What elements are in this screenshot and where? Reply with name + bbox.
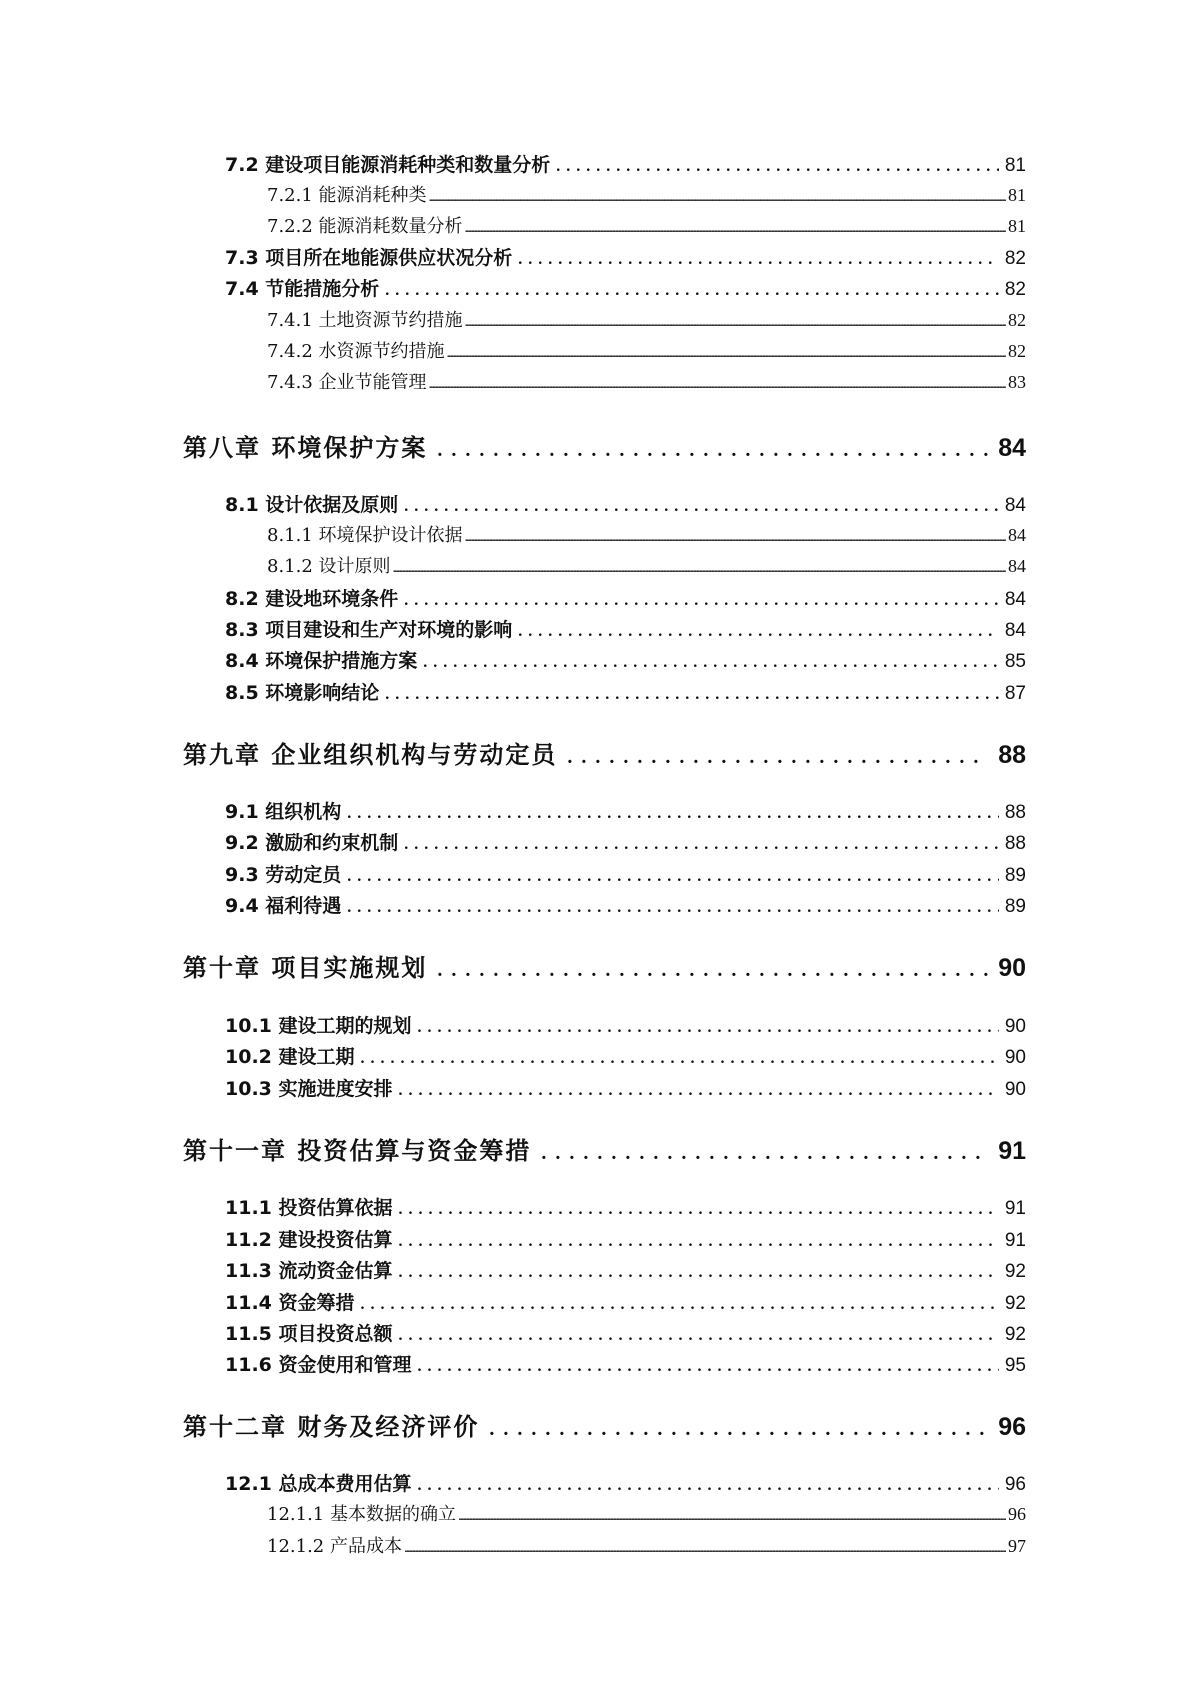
dot-leader bbox=[399, 1264, 999, 1282]
toc-entry[interactable] bbox=[225, 1288, 1026, 1316]
dot-leader bbox=[556, 158, 999, 176]
toc-entry-label: 11.2 建设投资估算 bbox=[225, 1229, 393, 1251]
toc-entry[interactable] bbox=[267, 181, 1026, 209]
toc-entry[interactable] bbox=[267, 212, 1026, 240]
toc-entry-page: 82 bbox=[1004, 248, 1026, 269]
dot-leader bbox=[465, 315, 1006, 331]
toc-entry-page: 84 bbox=[1004, 589, 1026, 610]
toc-entry-label: 8.5 环境影响结论 bbox=[225, 682, 380, 704]
toc-entry[interactable] bbox=[225, 584, 1026, 612]
dot-leader bbox=[404, 1541, 1006, 1557]
dot-leader bbox=[541, 1142, 988, 1165]
toc-entry-page: 83 bbox=[1008, 372, 1026, 392]
toc-chapter-entry[interactable] bbox=[183, 1131, 1026, 1167]
toc-entry[interactable] bbox=[225, 1042, 1026, 1070]
dot-leader bbox=[423, 654, 999, 672]
toc-entry[interactable] bbox=[267, 1500, 1026, 1528]
toc-chapter-label: 第十章 项目实施规划 bbox=[183, 953, 428, 982]
toc-entry-label: 9.1 组织机构 bbox=[225, 801, 342, 823]
toc-entry[interactable] bbox=[225, 615, 1026, 643]
toc-entry-page: 91 bbox=[1004, 1230, 1026, 1251]
toc-chapter-entry[interactable] bbox=[183, 1407, 1026, 1443]
toc-entry-page: 92 bbox=[1004, 1293, 1026, 1314]
toc-entry[interactable] bbox=[225, 1011, 1026, 1039]
toc-entry[interactable] bbox=[267, 521, 1026, 549]
dot-leader bbox=[567, 746, 988, 769]
dot-leader bbox=[437, 439, 988, 462]
toc-entry-page: 85 bbox=[1004, 651, 1026, 672]
toc-chapter-entry[interactable] bbox=[183, 428, 1026, 464]
dot-leader bbox=[418, 1477, 999, 1495]
toc-chapter-label: 第十二章 财务及经济评价 bbox=[183, 1412, 480, 1441]
toc-entry[interactable] bbox=[225, 678, 1026, 706]
toc-entry-label: 11.6 资金使用和管理 bbox=[225, 1354, 412, 1376]
toc-entry[interactable] bbox=[225, 1225, 1026, 1253]
toc-entry-page: 90 bbox=[1004, 1047, 1026, 1068]
dot-leader bbox=[385, 686, 999, 704]
toc-entry-page: 97 bbox=[1008, 1536, 1026, 1556]
toc-entry-label: 11.4 资金筹措 bbox=[225, 1292, 355, 1314]
toc-entry-label: 9.3 劳动定员 bbox=[225, 864, 342, 886]
dot-leader bbox=[437, 959, 988, 982]
toc-chapter-page: 91 bbox=[998, 1137, 1026, 1165]
toc-entry-label: 7.2.2 能源消耗数量分析 bbox=[267, 216, 463, 237]
toc-chapter-page: 88 bbox=[998, 741, 1026, 769]
dot-leader bbox=[385, 282, 999, 300]
toc-entry[interactable] bbox=[267, 337, 1026, 365]
dot-leader bbox=[458, 1509, 1006, 1525]
dot-leader bbox=[518, 251, 999, 269]
toc-entry[interactable] bbox=[225, 797, 1026, 825]
toc-entry[interactable] bbox=[225, 1193, 1026, 1221]
toc-entry[interactable] bbox=[225, 1074, 1026, 1102]
toc-entry-label: 8.1.2 设计原则 bbox=[267, 556, 391, 577]
toc-entry-page: 81 bbox=[1004, 155, 1026, 176]
toc-entry-label: 7.4.2 水资源节约措施 bbox=[267, 341, 445, 362]
toc-entry-label: 10.1 建设工期的规划 bbox=[225, 1015, 412, 1037]
dot-leader bbox=[347, 899, 999, 917]
toc-entry[interactable] bbox=[225, 274, 1026, 302]
toc-entry[interactable] bbox=[225, 891, 1026, 919]
toc-chapter-page: 96 bbox=[998, 1413, 1026, 1441]
toc-entry-label: 9.2 激励和约束机制 bbox=[225, 832, 399, 854]
toc-entry-label: 7.4 节能措施分析 bbox=[225, 278, 380, 300]
dot-leader bbox=[347, 868, 999, 886]
toc-entry-page: 91 bbox=[1004, 1198, 1026, 1219]
toc-entry-label: 8.3 项目建设和生产对环境的影响 bbox=[225, 619, 513, 641]
toc-entry-label: 7.2.1 能源消耗种类 bbox=[267, 185, 427, 206]
toc-entry-page: 95 bbox=[1004, 1355, 1026, 1376]
toc-entry[interactable] bbox=[225, 646, 1026, 674]
toc-entry-label: 7.2 建设项目能源消耗种类和数量分析 bbox=[225, 154, 551, 176]
dot-leader bbox=[489, 1418, 988, 1441]
toc-entry-label: 8.4 环境保护措施方案 bbox=[225, 650, 418, 672]
toc-entry-label: 8.2 建设地环境条件 bbox=[225, 588, 399, 610]
toc-entry[interactable] bbox=[267, 1532, 1026, 1560]
dot-leader bbox=[418, 1358, 999, 1376]
toc-entry[interactable] bbox=[225, 828, 1026, 856]
toc-entry-label: 12.1.1 基本数据的确立 bbox=[267, 1504, 456, 1525]
toc-entry-page: 89 bbox=[1004, 896, 1026, 917]
toc-chapter-page: 90 bbox=[998, 954, 1026, 982]
dot-leader bbox=[399, 1082, 999, 1100]
toc-entry-page: 89 bbox=[1004, 865, 1026, 886]
toc-entry-page: 96 bbox=[1004, 1474, 1026, 1495]
toc-entry-page: 92 bbox=[1004, 1324, 1026, 1345]
toc-entry-page: 90 bbox=[1004, 1016, 1026, 1037]
toc-entry-page: 84 bbox=[1008, 525, 1026, 545]
toc-entry-page: 84 bbox=[1004, 620, 1026, 641]
toc-entry-page: 84 bbox=[1004, 495, 1026, 516]
toc-entry[interactable] bbox=[267, 306, 1026, 334]
toc-entry[interactable] bbox=[225, 860, 1026, 888]
toc-entry-label: 11.3 流动资金估算 bbox=[225, 1260, 393, 1282]
toc-entry-label: 10.2 建设工期 bbox=[225, 1046, 355, 1068]
toc-entry-page: 87 bbox=[1004, 683, 1026, 704]
dot-leader bbox=[465, 221, 1006, 237]
toc-chapter-page: 84 bbox=[998, 434, 1026, 462]
toc-entry-label: 8.1.1 环境保护设计依据 bbox=[267, 525, 463, 546]
dot-leader bbox=[465, 530, 1006, 546]
toc-entry-page: 88 bbox=[1004, 833, 1026, 854]
toc-chapter-label: 第九章 企业组织机构与劳动定员 bbox=[183, 740, 558, 769]
toc-entry-label: 10.3 实施进度安排 bbox=[225, 1078, 393, 1100]
dot-leader bbox=[404, 836, 999, 854]
dot-leader bbox=[404, 498, 999, 516]
toc-entry[interactable] bbox=[225, 1469, 1026, 1497]
toc-entry-page: 90 bbox=[1004, 1079, 1026, 1100]
dot-leader bbox=[518, 623, 999, 641]
toc-entry-page: 84 bbox=[1008, 556, 1026, 576]
toc-entry-label: 11.5 项目投资总额 bbox=[225, 1323, 393, 1345]
toc-entry-label: 8.1 设计依据及原则 bbox=[225, 494, 399, 516]
toc-chapter-label: 第八章 环境保护方案 bbox=[183, 433, 428, 462]
toc-entry-page: 81 bbox=[1008, 185, 1026, 205]
dot-leader bbox=[399, 1201, 999, 1219]
dot-leader bbox=[429, 190, 1006, 206]
toc-entry[interactable] bbox=[267, 552, 1026, 580]
toc-entry-label: 7.4.3 企业节能管理 bbox=[267, 372, 427, 393]
dot-leader bbox=[361, 1296, 999, 1314]
toc-entry[interactable] bbox=[267, 368, 1026, 396]
toc-entry-label: 12.1 总成本费用估算 bbox=[225, 1473, 412, 1495]
dot-leader bbox=[418, 1019, 999, 1037]
toc-entry-page: 82 bbox=[1004, 279, 1026, 300]
dot-leader bbox=[399, 1233, 999, 1251]
toc-chapter-label: 第十一章 投资估算与资金筹措 bbox=[183, 1136, 532, 1165]
toc-entry-label: 7.3 项目所在地能源供应状况分析 bbox=[225, 247, 513, 269]
toc-entry-label: 11.1 投资估算依据 bbox=[225, 1197, 393, 1219]
dot-leader bbox=[347, 805, 999, 823]
toc-chapter-entry[interactable] bbox=[183, 948, 1026, 984]
dot-leader bbox=[429, 377, 1006, 393]
toc-entry-label: 7.4.1 土地资源节约措施 bbox=[267, 310, 463, 331]
toc-chapter-entry[interactable] bbox=[183, 735, 1026, 771]
toc-entry[interactable] bbox=[225, 1350, 1026, 1378]
toc-entry-page: 96 bbox=[1008, 1504, 1026, 1524]
toc-entry-label: 9.4 福利待遇 bbox=[225, 895, 342, 917]
toc-entry-label: 12.1.2 产品成本 bbox=[267, 1536, 402, 1557]
toc-entry[interactable] bbox=[225, 490, 1026, 518]
toc-entry[interactable] bbox=[225, 150, 1026, 178]
dot-leader bbox=[404, 592, 999, 610]
toc-entry-page: 81 bbox=[1008, 216, 1026, 236]
dot-leader bbox=[393, 561, 1006, 577]
toc-entry-page: 92 bbox=[1004, 1261, 1026, 1282]
toc-entry[interactable] bbox=[225, 1256, 1026, 1284]
dot-leader bbox=[361, 1050, 999, 1068]
toc-entry[interactable] bbox=[225, 1319, 1026, 1347]
dot-leader bbox=[399, 1327, 999, 1345]
toc-entry-page: 82 bbox=[1008, 310, 1026, 330]
toc-entry-page: 88 bbox=[1004, 802, 1026, 823]
dot-leader bbox=[447, 346, 1006, 362]
toc-entry-page: 82 bbox=[1008, 341, 1026, 361]
toc-entry[interactable] bbox=[225, 243, 1026, 271]
